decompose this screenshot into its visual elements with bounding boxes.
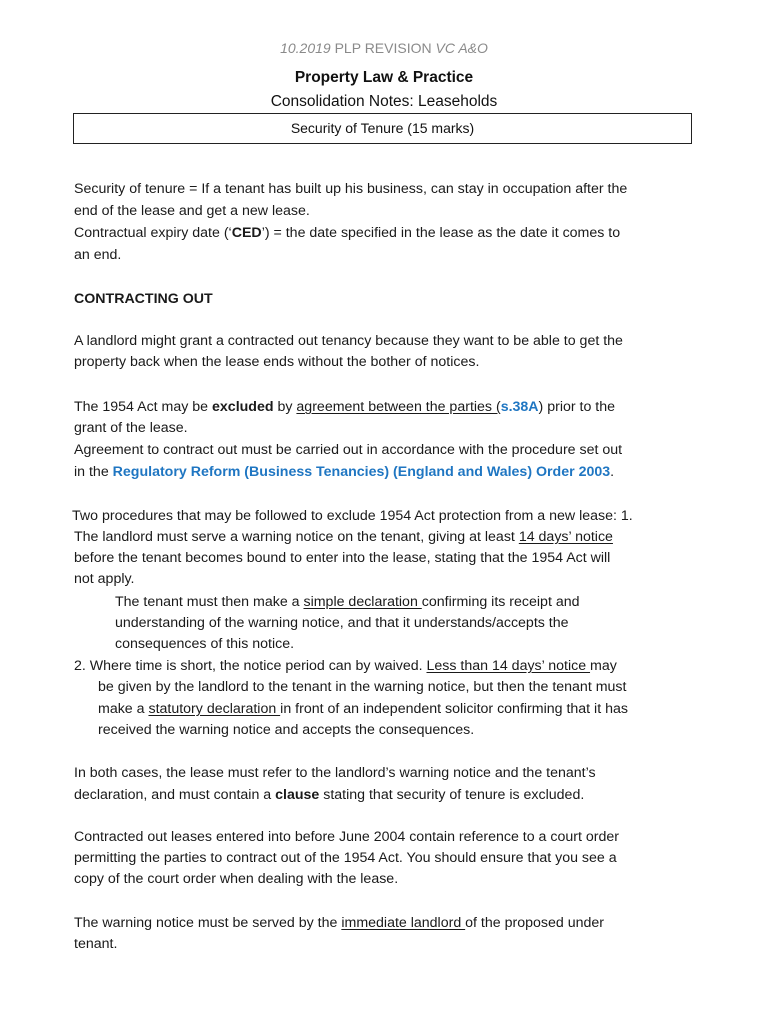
section-title-box: Security of Tenure (15 marks) xyxy=(73,113,692,144)
simple-declaration-underlined: simple declaration xyxy=(303,594,422,610)
text-span: The warning notice must be served by the xyxy=(74,915,342,931)
intro-line-1: Security of tenure = If a tenant has built up his business, can stay in occupation after the xyxy=(74,181,628,197)
text-span: . xyxy=(610,464,615,480)
p2-line-1 xyxy=(74,397,615,419)
text-span: make a xyxy=(98,701,149,717)
statutory-declaration-underlined: statutory declaration xyxy=(148,701,281,717)
fourteen-days-underlined: 14 days’ notice xyxy=(518,529,613,545)
p8-line-3: copy of the court order when dealing with the lease. xyxy=(74,871,399,887)
p8-line-2: permitting the parties to contract out of the 1954 Act. You should ensure that you see a xyxy=(74,850,617,866)
less-than-14-days-underlined: Less than 14 days’ notice xyxy=(426,658,591,674)
p4-line-2 xyxy=(74,527,613,549)
p1-line-2: property back when the lease ends without the bother of notices. xyxy=(74,354,480,370)
p5-line-1 xyxy=(115,592,580,614)
text-span: confirming its receipt and xyxy=(421,594,580,610)
header-date: 10.2019 xyxy=(280,40,331,56)
text-span: ) prior to the xyxy=(538,399,616,415)
p4-line-1: Two procedures that may be followed to exclude 1954 Act protection from a new lease: 1. xyxy=(72,508,633,524)
intro-line-4: an end. xyxy=(74,247,122,263)
header-tag: VC A&O xyxy=(435,40,488,56)
clause-term: clause xyxy=(275,787,320,803)
p6-line-4: received the warning notice and accepts the consequences. xyxy=(98,722,475,738)
p8-line-1: Contracted out leases entered into before June 2004 contain reference to a court order xyxy=(74,829,619,845)
text-span: Contractual expiry date (‘ xyxy=(74,225,232,241)
p5-line-2: understanding of the warning notice, and that it understands/accepts the xyxy=(115,615,569,631)
text-span: The landlord must serve a warning notice on the tenant, giving at least xyxy=(74,529,519,545)
text-span: The tenant must then make a xyxy=(115,594,304,610)
p6-line-1 xyxy=(74,656,617,678)
header-meta xyxy=(0,40,768,56)
document-subtitle: Consolidation Notes: Leaseholds xyxy=(270,93,498,110)
p2-line-2: grant of the lease. xyxy=(74,420,188,436)
p1-line-1: A landlord might grant a contracted out tenancy because they want to be able to get the xyxy=(74,333,623,349)
text-span: in front of an independent solicitor confirming that it has xyxy=(280,701,628,717)
text-span: ’) = the date specified in the lease as the date it comes to xyxy=(261,225,621,241)
excluded-term: excluded xyxy=(212,399,274,415)
p7-line-1: In both cases, the lease must refer to the landlord’s warning notice and the tenant’s xyxy=(74,765,596,781)
p7-line-2 xyxy=(74,785,584,807)
section-heading: CONTRACTING OUT xyxy=(74,291,213,307)
p9-line-2: tenant. xyxy=(74,936,118,952)
intro-line-3 xyxy=(74,223,620,245)
text-span: of the proposed under xyxy=(465,915,604,931)
p3-line-2 xyxy=(74,462,614,484)
p6-line-2: be given by the landlord to the tenant in the warning notice, but then the tenant must xyxy=(98,679,627,695)
text-span: may xyxy=(590,658,617,674)
text-span: stating that security of tenure is excluded. xyxy=(319,787,585,803)
document-title: Property Law & Practice xyxy=(294,69,474,86)
text-span: 2. Where time is short, the notice period can by waived. xyxy=(74,658,427,674)
text-span: by xyxy=(273,399,297,415)
p4-line-4: not apply. xyxy=(74,571,135,587)
text-span: The 1954 Act may be xyxy=(74,399,213,415)
text-span: in the xyxy=(74,464,113,480)
order-2003-link[interactable]: Regulatory Reform (Business Tenancies) (England and Wales) Order 2003 xyxy=(112,464,611,480)
agreement-underlined: agreement between the parties ( xyxy=(296,399,501,415)
intro-line-2: end of the lease and get a new lease. xyxy=(74,203,310,219)
p6-line-3 xyxy=(98,699,628,721)
ced-term: CED xyxy=(231,225,262,241)
section-ref-link[interactable]: s.38A xyxy=(500,399,539,415)
p4-line-3: before the tenant becomes bound to enter into the lease, stating that the 1954 Act will xyxy=(74,550,611,566)
header-course: PLP REVISION xyxy=(334,40,432,56)
immediate-landlord-underlined: immediate landlord xyxy=(341,915,466,931)
text-span: declaration, and must contain a xyxy=(74,787,276,803)
p9-line-1 xyxy=(74,913,604,935)
p5-line-3: consequences of this notice. xyxy=(115,636,295,652)
p3-line-1: Agreement to contract out must be carried out in accordance with the procedure set out xyxy=(74,442,623,458)
